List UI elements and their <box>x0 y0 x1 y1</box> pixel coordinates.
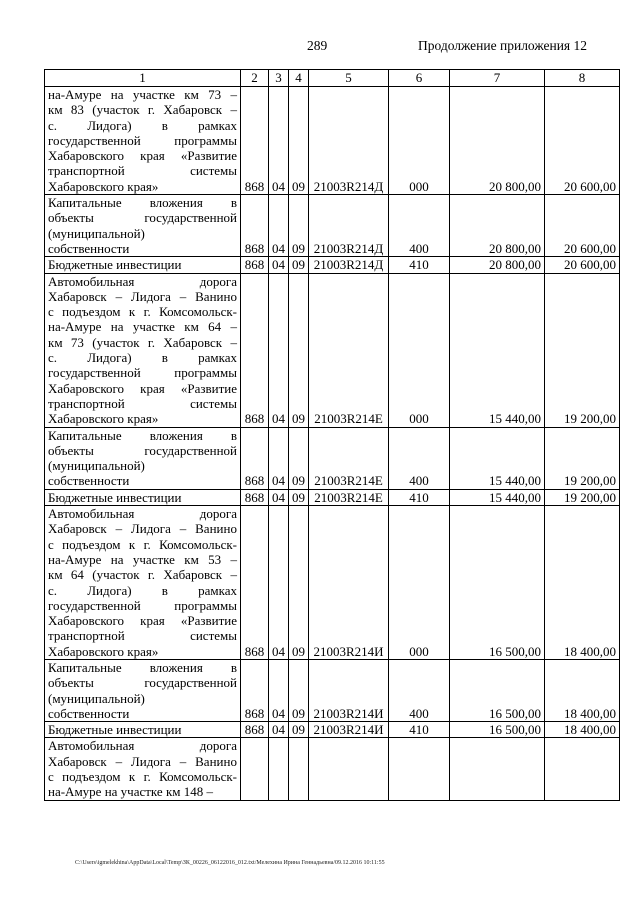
cell-section: 04 <box>269 87 289 195</box>
cell-expense-type: 410 <box>389 257 450 273</box>
column-header-6: 6 <box>389 70 450 87</box>
cell-subsection: 09 <box>289 506 309 660</box>
cell-target-article: 21003R214Д <box>309 87 389 195</box>
cell-subsection: 09 <box>289 659 309 721</box>
cell-expense-type: 410 <box>389 489 450 505</box>
table-row <box>45 659 620 721</box>
description-line: Бюджетные инвестиции <box>48 257 182 273</box>
description-line: на-Амуре на участке км 64 – <box>48 319 237 335</box>
description-line: Хабаровского края «Развитие <box>48 613 237 629</box>
cell-code-admin: 868 <box>241 87 269 195</box>
column-header-8: 8 <box>545 70 620 87</box>
cell-expense-type: 000 <box>389 87 450 195</box>
row-description <box>45 257 241 273</box>
description-line: Хабаровского края» <box>48 643 159 659</box>
cell-amount-2018: 20 600,00 <box>545 195 620 257</box>
description-line: объекты государственной <box>48 442 237 458</box>
cell-target-article: 21003R214Е <box>309 489 389 505</box>
table-row <box>45 427 620 489</box>
cell-amount-2017: 15 440,00 <box>450 489 545 505</box>
description-line: объекты государственной <box>48 675 237 691</box>
cell-section: 04 <box>269 722 289 738</box>
column-header-1: 1 <box>45 70 241 87</box>
table-row <box>45 87 620 195</box>
description-line: с подъездом к г. Комсомольск- <box>48 769 237 785</box>
description-line: собственности <box>48 240 130 256</box>
table-row <box>45 722 620 738</box>
row-description <box>45 87 241 195</box>
cell-code-admin: 868 <box>241 273 269 427</box>
cell-subsection: 09 <box>289 273 309 427</box>
description-line: Автомобильная дорога <box>48 738 237 754</box>
cell-expense-type <box>389 738 450 800</box>
column-header-7: 7 <box>450 70 545 87</box>
column-header-3: 3 <box>269 70 289 87</box>
cell-expense-type: 000 <box>389 273 450 427</box>
column-header-4: 4 <box>289 70 309 87</box>
description-line: (муниципальной) <box>48 690 145 706</box>
cell-amount-2018: 20 600,00 <box>545 87 620 195</box>
table-body <box>45 87 620 801</box>
budget-table <box>44 69 620 801</box>
cell-amount-2018: 18 400,00 <box>545 506 620 660</box>
description-line: на-Амуре на участке км 73 – <box>48 87 237 102</box>
description-line: на-Амуре на участке км 148 – <box>48 784 213 800</box>
description-line: Хабаровского края» <box>48 411 159 427</box>
row-description <box>45 659 241 721</box>
cell-section: 04 <box>269 257 289 273</box>
cell-expense-type: 400 <box>389 659 450 721</box>
cell-amount-2017: 16 500,00 <box>450 506 545 660</box>
cell-code-admin: 868 <box>241 195 269 257</box>
description-line: км 64 (участок г. Хабаровск – <box>48 567 237 583</box>
table-row <box>45 195 620 257</box>
description-line: Автомобильная дорога <box>48 273 237 289</box>
row-description <box>45 722 241 738</box>
cell-target-article: 21003R214И <box>309 506 389 660</box>
description-line: Автомобильная дорога <box>48 506 237 522</box>
description-line: (муниципальной) <box>48 458 145 474</box>
cell-expense-type: 400 <box>389 195 450 257</box>
cell-target-article: 21003R214И <box>309 722 389 738</box>
description-line: транспортной системы <box>48 395 237 411</box>
description-line: км 83 (участок г. Хабаровск – <box>48 102 237 118</box>
cell-amount-2017 <box>450 738 545 800</box>
description-line: с. Лидога) в рамках <box>48 350 237 366</box>
description-line: Хабаровского края «Развитие <box>48 148 237 164</box>
cell-code-admin: 868 <box>241 659 269 721</box>
cell-target-article: 21003R214Е <box>309 427 389 489</box>
cell-code-admin <box>241 738 269 800</box>
table-header-row <box>45 70 620 87</box>
description-line: с. Лидога) в рамках <box>48 117 237 133</box>
description-line: с. Лидога) в рамках <box>48 582 237 598</box>
cell-subsection: 09 <box>289 257 309 273</box>
cell-section: 04 <box>269 659 289 721</box>
cell-code-admin: 868 <box>241 427 269 489</box>
cell-amount-2018: 18 400,00 <box>545 659 620 721</box>
table-row <box>45 506 620 660</box>
cell-section: 04 <box>269 273 289 427</box>
description-line: Хабаровск – Лидога – Ванино <box>48 521 237 537</box>
cell-subsection: 09 <box>289 722 309 738</box>
cell-target-article <box>309 738 389 800</box>
row-description <box>45 273 241 427</box>
cell-amount-2018: 19 200,00 <box>545 427 620 489</box>
description-line: (муниципальной) <box>48 225 145 241</box>
description-line: Хабаровского края» <box>48 178 159 194</box>
column-header-2: 2 <box>241 70 269 87</box>
cell-amount-2017: 16 500,00 <box>450 722 545 738</box>
cell-amount-2018: 18 400,00 <box>545 722 620 738</box>
row-description <box>45 506 241 660</box>
cell-section: 04 <box>269 427 289 489</box>
row-description <box>45 738 241 800</box>
description-line: с подъездом к г. Комсомольск- <box>48 304 237 320</box>
description-line: Капитальные вложения в <box>48 659 237 675</box>
cell-target-article: 21003R214Д <box>309 257 389 273</box>
description-line: Капитальные вложения в <box>48 195 237 211</box>
cell-subsection: 09 <box>289 195 309 257</box>
cell-amount-2017: 20 800,00 <box>450 257 545 273</box>
cell-subsection <box>289 738 309 800</box>
description-line: государственной программы <box>48 132 237 148</box>
description-line: Хабаровск – Лидога – Ванино <box>48 288 237 304</box>
description-line: собственности <box>48 705 130 721</box>
description-line: Бюджетные инвестиции <box>48 722 182 738</box>
cell-code-admin: 868 <box>241 489 269 505</box>
cell-amount-2017: 15 440,00 <box>450 427 545 489</box>
cell-subsection: 09 <box>289 489 309 505</box>
cell-section <box>269 738 289 800</box>
description-line: Хабаровск – Лидога – Ванино <box>48 753 237 769</box>
cell-expense-type: 410 <box>389 722 450 738</box>
description-line: км 73 (участок г. Хабаровск – <box>48 334 237 350</box>
row-description <box>45 427 241 489</box>
description-line: собственности <box>48 473 130 489</box>
cell-target-article: 21003R214Е <box>309 273 389 427</box>
cell-amount-2018 <box>545 738 620 800</box>
cell-amount-2018: 19 200,00 <box>545 489 620 505</box>
page-number: 289 <box>307 38 328 53</box>
cell-amount-2017: 20 800,00 <box>450 87 545 195</box>
footer-path: C:\Users\igmelekhina\AppData\Local\Temp\ЗК_00226_06122016_012.txt/Мелехина Ирина Геннадьевна/09.12.2016 10:11:55 <box>75 860 385 866</box>
row-description <box>45 195 241 257</box>
cell-amount-2018: 19 200,00 <box>545 273 620 427</box>
description-line: объекты государственной <box>48 210 237 226</box>
description-line: на-Амуре на участке км 53 – <box>48 551 237 567</box>
cell-amount-2018: 20 600,00 <box>545 257 620 273</box>
cell-amount-2017: 20 800,00 <box>450 195 545 257</box>
description-line: транспортной системы <box>48 163 237 179</box>
cell-code-admin: 868 <box>241 257 269 273</box>
cell-expense-type: 000 <box>389 506 450 660</box>
description-line: с подъездом к г. Комсомольск- <box>48 536 237 552</box>
row-description <box>45 489 241 505</box>
cell-target-article: 21003R214И <box>309 659 389 721</box>
cell-subsection: 09 <box>289 427 309 489</box>
cell-target-article: 21003R214Д <box>309 195 389 257</box>
cell-amount-2017: 15 440,00 <box>450 273 545 427</box>
column-header-5: 5 <box>309 70 389 87</box>
cell-section: 04 <box>269 195 289 257</box>
cell-section: 04 <box>269 489 289 505</box>
description-line: Капитальные вложения в <box>48 427 237 443</box>
description-line: Хабаровского края «Развитие <box>48 380 237 396</box>
table-row <box>45 257 620 273</box>
cell-code-admin: 868 <box>241 506 269 660</box>
description-line: Бюджетные инвестиции <box>48 489 182 505</box>
description-line: транспортной системы <box>48 628 237 644</box>
description-line: государственной программы <box>48 365 237 381</box>
cell-subsection: 09 <box>289 87 309 195</box>
cell-amount-2017: 16 500,00 <box>450 659 545 721</box>
cell-section: 04 <box>269 506 289 660</box>
table-row <box>45 489 620 505</box>
continuation-label: Продолжение приложения 12 <box>418 38 588 53</box>
table-row <box>45 273 620 427</box>
table-row <box>45 738 620 800</box>
description-line: государственной программы <box>48 597 237 613</box>
cell-code-admin: 868 <box>241 722 269 738</box>
cell-expense-type: 400 <box>389 427 450 489</box>
